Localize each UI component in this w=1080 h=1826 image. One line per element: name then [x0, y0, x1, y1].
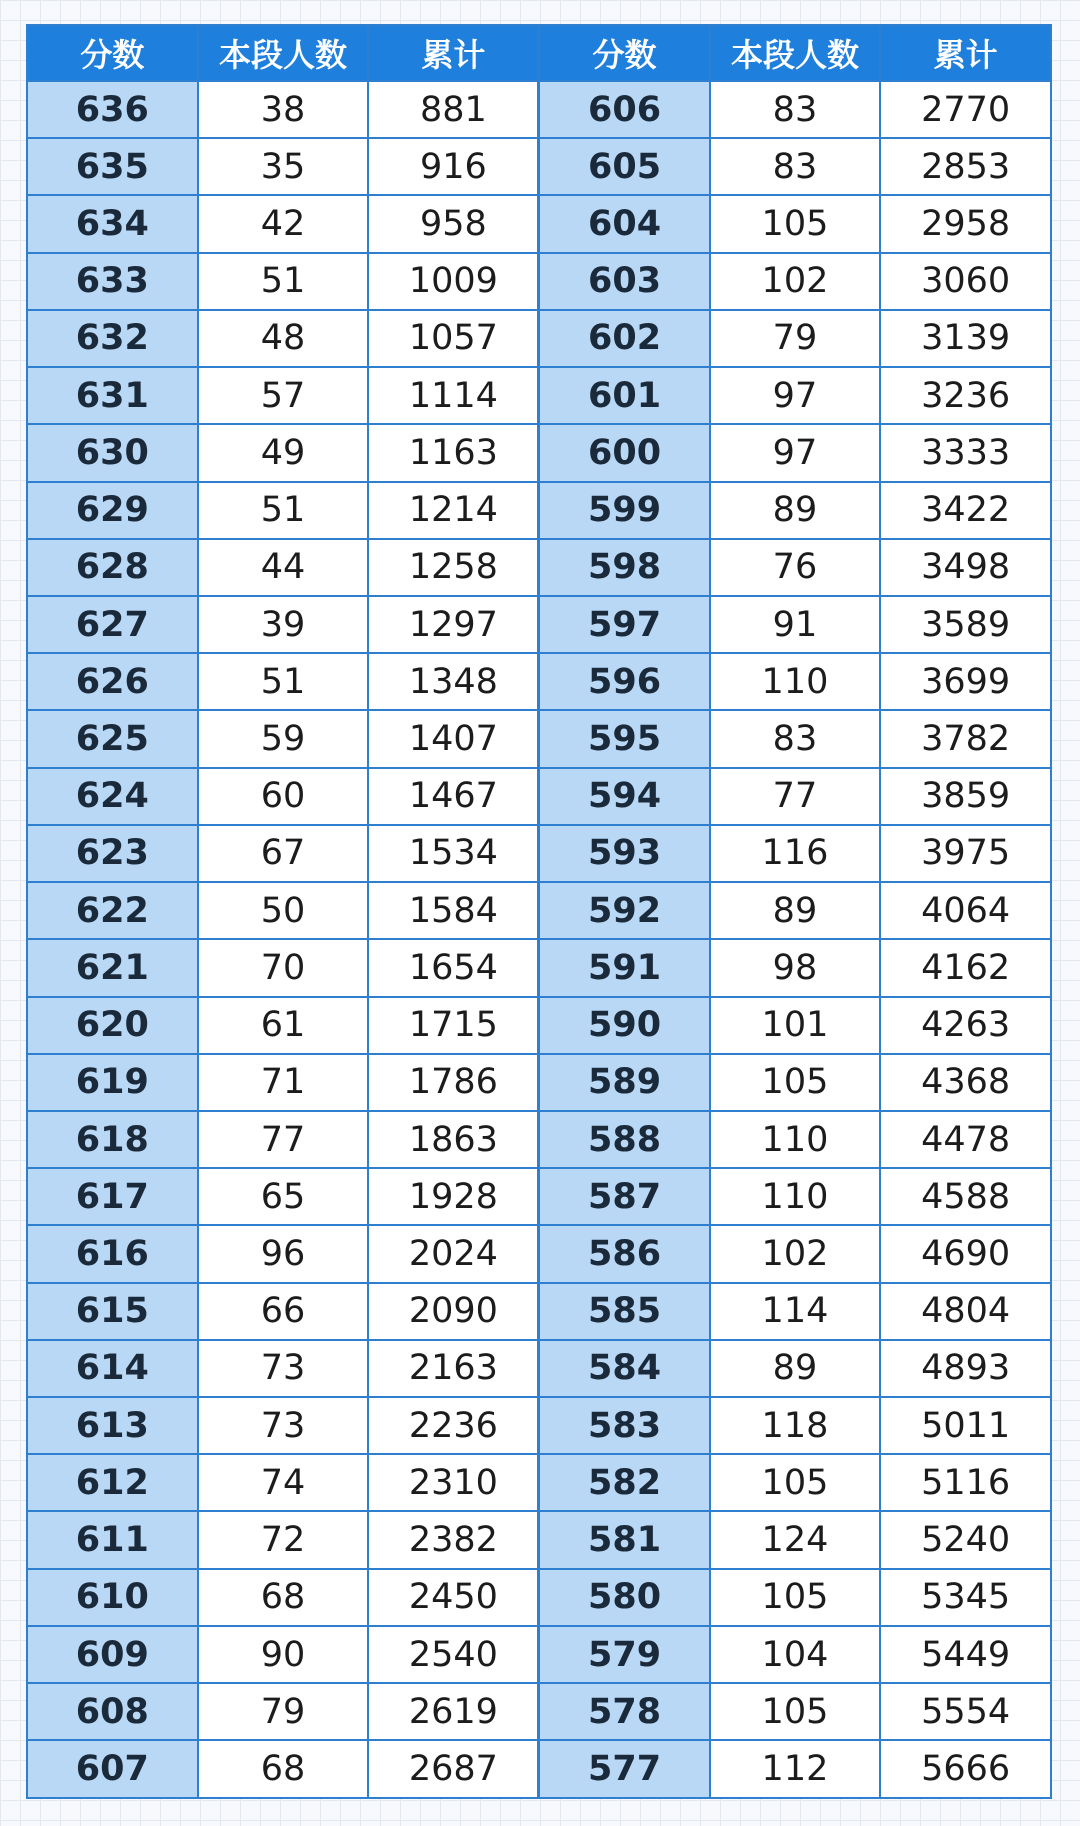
cell-score-right: 600: [539, 424, 710, 481]
cell-score-right: 604: [539, 195, 710, 252]
cell-cumulative-left: 1467: [368, 768, 539, 825]
table-row: [27, 424, 1051, 481]
cell-score-left: 607: [27, 1740, 198, 1798]
cell-cumulative-right: 3236: [880, 367, 1051, 424]
cell-score-right: 578: [539, 1683, 710, 1740]
cell-count-right: 104: [710, 1626, 881, 1683]
cell-cumulative-left: 2310: [368, 1454, 539, 1511]
table-row: [27, 1569, 1051, 1626]
cell-cumulative-right: 4893: [880, 1340, 1051, 1397]
cell-count-left: 51: [198, 482, 369, 539]
cell-cumulative-left: 916: [368, 138, 539, 195]
cell-count-right: 83: [710, 710, 881, 767]
cell-cumulative-right: 3139: [880, 310, 1051, 367]
cell-count-right: 114: [710, 1283, 881, 1340]
cell-score-right: 586: [539, 1225, 710, 1282]
cell-score-left: 614: [27, 1340, 198, 1397]
cell-count-right: 77: [710, 768, 881, 825]
cell-cumulative-left: 1258: [368, 539, 539, 596]
cell-count-left: 96: [198, 1225, 369, 1282]
cell-count-left: 66: [198, 1283, 369, 1340]
table-row: [27, 882, 1051, 939]
cell-count-right: 83: [710, 81, 881, 138]
cell-score-left: 608: [27, 1683, 198, 1740]
header-count-right: 本段人数: [710, 25, 881, 81]
cell-cumulative-left: 2382: [368, 1511, 539, 1568]
table-body: [27, 81, 1051, 1798]
cell-count-left: 38: [198, 81, 369, 138]
cell-count-left: 59: [198, 710, 369, 767]
cell-score-left: 620: [27, 997, 198, 1054]
table-row: [27, 539, 1051, 596]
header-count-left: 本段人数: [198, 25, 369, 81]
cell-count-left: 74: [198, 1454, 369, 1511]
cell-score-right: 601: [539, 367, 710, 424]
cell-cumulative-left: 2619: [368, 1683, 539, 1740]
cell-count-left: 68: [198, 1740, 369, 1798]
table-row: [27, 1225, 1051, 1282]
cell-cumulative-right: 5011: [880, 1397, 1051, 1454]
table-row: [27, 1340, 1051, 1397]
header-score-right: 分数: [539, 25, 710, 81]
cell-cumulative-right: 2958: [880, 195, 1051, 252]
table-header-row: [27, 25, 1051, 81]
cell-count-right: 118: [710, 1397, 881, 1454]
cell-count-right: 89: [710, 482, 881, 539]
cell-count-left: 90: [198, 1626, 369, 1683]
table-row: [27, 367, 1051, 424]
cell-count-right: 91: [710, 596, 881, 653]
cell-count-left: 65: [198, 1168, 369, 1225]
cell-score-right: 588: [539, 1111, 710, 1168]
cell-count-right: 112: [710, 1740, 881, 1798]
cell-score-left: 615: [27, 1283, 198, 1340]
cell-cumulative-right: 3975: [880, 825, 1051, 882]
table-row: [27, 138, 1051, 195]
cell-score-left: 630: [27, 424, 198, 481]
table-row: [27, 1740, 1051, 1798]
cell-score-left: 616: [27, 1225, 198, 1282]
cell-count-left: 72: [198, 1511, 369, 1568]
table-row: [27, 1168, 1051, 1225]
cell-score-right: 577: [539, 1740, 710, 1798]
cell-cumulative-right: 5116: [880, 1454, 1051, 1511]
cell-count-left: 57: [198, 367, 369, 424]
cell-cumulative-left: 2450: [368, 1569, 539, 1626]
cell-score-left: 625: [27, 710, 198, 767]
table-row: [27, 1511, 1051, 1568]
cell-cumulative-left: 1057: [368, 310, 539, 367]
cell-count-right: 110: [710, 653, 881, 710]
cell-count-left: 68: [198, 1569, 369, 1626]
cell-score-right: 580: [539, 1569, 710, 1626]
table-row: [27, 195, 1051, 252]
table-row: [27, 253, 1051, 310]
cell-score-right: 602: [539, 310, 710, 367]
cell-count-right: 101: [710, 997, 881, 1054]
cell-score-right: 579: [539, 1626, 710, 1683]
table-row: [27, 1454, 1051, 1511]
table-row: [27, 653, 1051, 710]
cell-count-left: 51: [198, 253, 369, 310]
cell-count-right: 97: [710, 367, 881, 424]
cell-count-right: 83: [710, 138, 881, 195]
cell-cumulative-right: 4064: [880, 882, 1051, 939]
cell-count-right: 97: [710, 424, 881, 481]
cell-cumulative-left: 2163: [368, 1340, 539, 1397]
cell-count-right: 105: [710, 1569, 881, 1626]
cell-cumulative-left: 1584: [368, 882, 539, 939]
cell-count-left: 49: [198, 424, 369, 481]
header-cumulative-left: 累计: [368, 25, 539, 81]
cell-count-left: 35: [198, 138, 369, 195]
cell-count-right: 105: [710, 1054, 881, 1111]
cell-count-left: 50: [198, 882, 369, 939]
cell-cumulative-right: 4690: [880, 1225, 1051, 1282]
cell-count-right: 102: [710, 1225, 881, 1282]
table-row: [27, 1283, 1051, 1340]
cell-cumulative-right: 5666: [880, 1740, 1051, 1798]
cell-count-right: 105: [710, 195, 881, 252]
cell-count-right: 102: [710, 253, 881, 310]
cell-cumulative-left: 1163: [368, 424, 539, 481]
cell-cumulative-left: 1654: [368, 939, 539, 996]
cell-cumulative-right: 4478: [880, 1111, 1051, 1168]
table-row: [27, 482, 1051, 539]
cell-count-left: 71: [198, 1054, 369, 1111]
cell-cumulative-right: 4368: [880, 1054, 1051, 1111]
cell-cumulative-right: 5554: [880, 1683, 1051, 1740]
cell-cumulative-left: 2090: [368, 1283, 539, 1340]
cell-cumulative-right: 4804: [880, 1283, 1051, 1340]
cell-cumulative-right: 4162: [880, 939, 1051, 996]
cell-cumulative-right: 2770: [880, 81, 1051, 138]
cell-score-left: 636: [27, 81, 198, 138]
cell-score-right: 595: [539, 710, 710, 767]
cell-cumulative-right: 3060: [880, 253, 1051, 310]
cell-count-left: 42: [198, 195, 369, 252]
cell-cumulative-left: 2687: [368, 1740, 539, 1798]
cell-score-left: 627: [27, 596, 198, 653]
cell-cumulative-left: 1786: [368, 1054, 539, 1111]
cell-count-left: 39: [198, 596, 369, 653]
cell-score-left: 635: [27, 138, 198, 195]
score-distribution-table-container: [26, 24, 1052, 1799]
cell-score-left: 634: [27, 195, 198, 252]
cell-cumulative-right: 3498: [880, 539, 1051, 596]
cell-score-right: 596: [539, 653, 710, 710]
cell-cumulative-left: 1407: [368, 710, 539, 767]
cell-score-right: 585: [539, 1283, 710, 1340]
cell-cumulative-left: 2540: [368, 1626, 539, 1683]
cell-cumulative-right: 3859: [880, 768, 1051, 825]
cell-score-left: 624: [27, 768, 198, 825]
cell-cumulative-right: 3333: [880, 424, 1051, 481]
cell-cumulative-right: 3782: [880, 710, 1051, 767]
cell-count-right: 105: [710, 1683, 881, 1740]
cell-cumulative-left: 1297: [368, 596, 539, 653]
cell-count-right: 105: [710, 1454, 881, 1511]
table-row: [27, 596, 1051, 653]
cell-cumulative-left: 958: [368, 195, 539, 252]
cell-score-right: 598: [539, 539, 710, 596]
cell-cumulative-left: 2236: [368, 1397, 539, 1454]
cell-count-left: 67: [198, 825, 369, 882]
cell-cumulative-left: 1348: [368, 653, 539, 710]
cell-score-right: 590: [539, 997, 710, 1054]
cell-score-right: 603: [539, 253, 710, 310]
cell-count-right: 110: [710, 1168, 881, 1225]
cell-score-left: 629: [27, 482, 198, 539]
cell-score-right: 593: [539, 825, 710, 882]
header-score-left: 分数: [27, 25, 198, 81]
cell-cumulative-left: 1928: [368, 1168, 539, 1225]
cell-score-right: 599: [539, 482, 710, 539]
cell-score-left: 617: [27, 1168, 198, 1225]
cell-score-left: 618: [27, 1111, 198, 1168]
cell-score-right: 597: [539, 596, 710, 653]
cell-score-left: 631: [27, 367, 198, 424]
cell-count-right: 89: [710, 1340, 881, 1397]
cell-cumulative-left: 1534: [368, 825, 539, 882]
cell-score-right: 605: [539, 138, 710, 195]
table-row: [27, 710, 1051, 767]
cell-cumulative-left: 1214: [368, 482, 539, 539]
cell-count-left: 73: [198, 1397, 369, 1454]
cell-count-right: 89: [710, 882, 881, 939]
cell-count-right: 98: [710, 939, 881, 996]
cell-score-left: 632: [27, 310, 198, 367]
cell-score-left: 622: [27, 882, 198, 939]
cell-cumulative-right: 2853: [880, 138, 1051, 195]
cell-score-right: 587: [539, 1168, 710, 1225]
cell-score-right: 583: [539, 1397, 710, 1454]
cell-count-left: 73: [198, 1340, 369, 1397]
cell-count-left: 51: [198, 653, 369, 710]
cell-score-right: 584: [539, 1340, 710, 1397]
cell-cumulative-left: 881: [368, 81, 539, 138]
cell-count-left: 44: [198, 539, 369, 596]
cell-score-left: 621: [27, 939, 198, 996]
cell-score-left: 626: [27, 653, 198, 710]
cell-count-left: 48: [198, 310, 369, 367]
cell-cumulative-right: 4263: [880, 997, 1051, 1054]
cell-count-left: 61: [198, 997, 369, 1054]
cell-count-left: 77: [198, 1111, 369, 1168]
cell-cumulative-right: 3422: [880, 482, 1051, 539]
table-row: [27, 768, 1051, 825]
cell-cumulative-left: 1009: [368, 253, 539, 310]
cell-count-left: 60: [198, 768, 369, 825]
cell-count-right: 79: [710, 310, 881, 367]
cell-cumulative-left: 1863: [368, 1111, 539, 1168]
cell-cumulative-left: 2024: [368, 1225, 539, 1282]
cell-cumulative-right: 5345: [880, 1569, 1051, 1626]
cell-score-right: 589: [539, 1054, 710, 1111]
cell-cumulative-right: 3699: [880, 653, 1051, 710]
table-row: [27, 81, 1051, 138]
table-row: [27, 825, 1051, 882]
table-row: [27, 310, 1051, 367]
cell-score-left: 628: [27, 539, 198, 596]
cell-score-left: 610: [27, 1569, 198, 1626]
cell-cumulative-right: 5449: [880, 1626, 1051, 1683]
cell-score-left: 633: [27, 253, 198, 310]
cell-score-left: 609: [27, 1626, 198, 1683]
cell-score-right: 591: [539, 939, 710, 996]
table-row: [27, 1054, 1051, 1111]
table-row: [27, 1626, 1051, 1683]
cell-count-right: 124: [710, 1511, 881, 1568]
cell-count-left: 70: [198, 939, 369, 996]
cell-cumulative-right: 5240: [880, 1511, 1051, 1568]
cell-score-left: 612: [27, 1454, 198, 1511]
cell-count-right: 110: [710, 1111, 881, 1168]
table-row: [27, 1397, 1051, 1454]
cell-score-left: 611: [27, 1511, 198, 1568]
cell-count-right: 116: [710, 825, 881, 882]
table-row: [27, 997, 1051, 1054]
cell-score-right: 581: [539, 1511, 710, 1568]
cell-score-left: 613: [27, 1397, 198, 1454]
cell-cumulative-left: 1715: [368, 997, 539, 1054]
table-row: [27, 1111, 1051, 1168]
cell-score-right: 594: [539, 768, 710, 825]
header-cumulative-right: 累计: [880, 25, 1051, 81]
cell-score-right: 592: [539, 882, 710, 939]
cell-score-left: 619: [27, 1054, 198, 1111]
cell-score-right: 606: [539, 81, 710, 138]
cell-score-left: 623: [27, 825, 198, 882]
cell-count-right: 76: [710, 539, 881, 596]
cell-cumulative-left: 1114: [368, 367, 539, 424]
table-row: [27, 939, 1051, 996]
cell-count-left: 79: [198, 1683, 369, 1740]
cell-cumulative-right: 4588: [880, 1168, 1051, 1225]
cell-score-right: 582: [539, 1454, 710, 1511]
cell-cumulative-right: 3589: [880, 596, 1051, 653]
table-row: [27, 1683, 1051, 1740]
score-distribution-table: [26, 24, 1052, 1799]
